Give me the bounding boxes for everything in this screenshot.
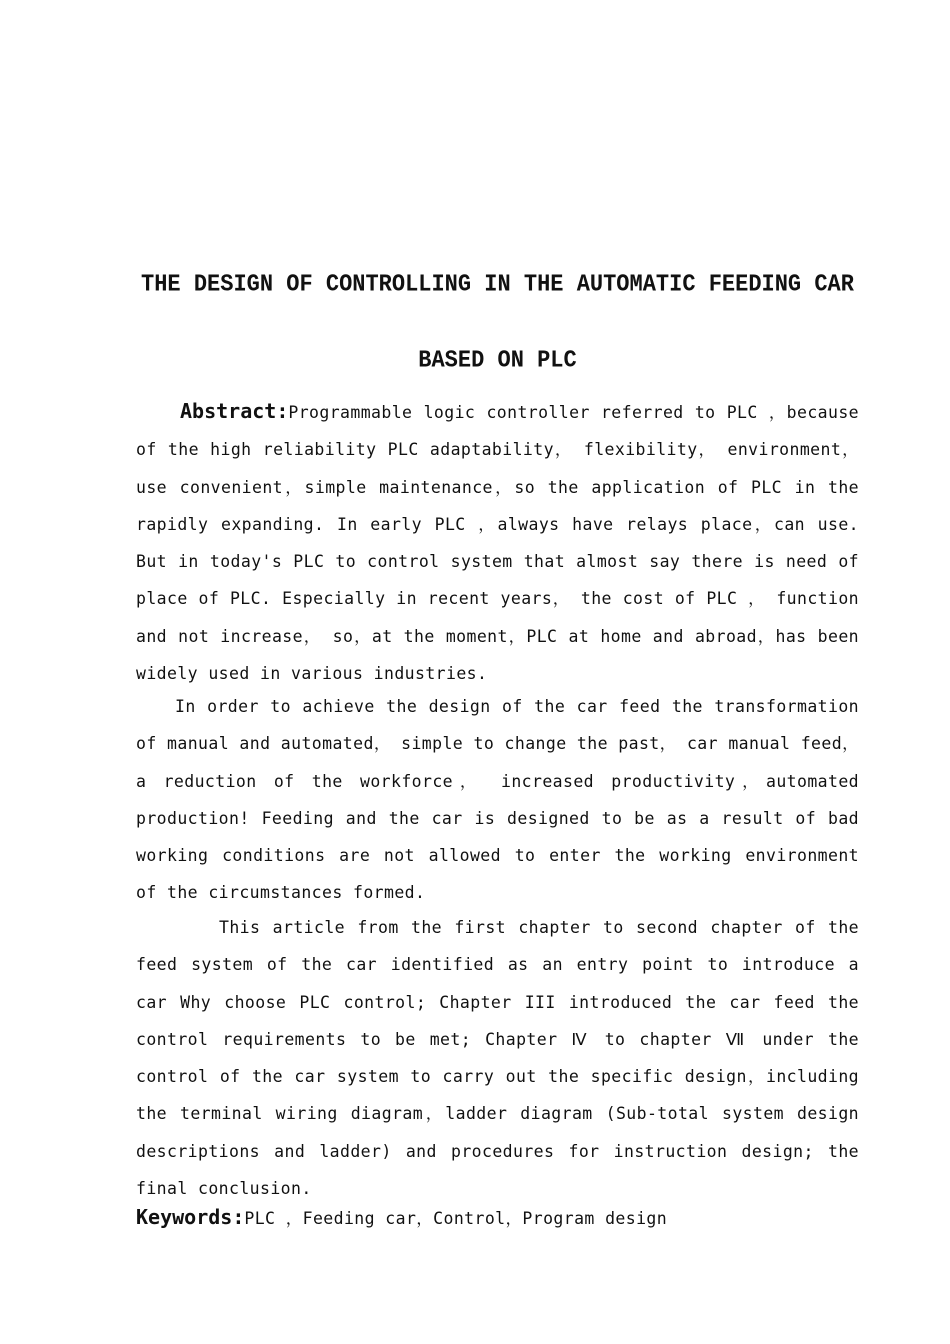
paper-title-line-2: BASED ON PLC	[418, 346, 577, 375]
abstract-label: Abstract:	[180, 399, 289, 423]
abstract-text-1: Programmable logic controller referred to PLC ，because of the high reliability PLC adaptability， flexibility， environment， use convenient，simple maintenance，so the application of PLC in the rapidly expanding. In early PLC ，always have relays place，can use. But in today's PLC to control system that almost say there is need of place of PLC. Especially in recent years， the cost of PLC ， function and not increase， so，at the moment，PLC at home and abroad，has been widely used in various industries.	[136, 403, 859, 684]
paper-title-line-1: THE DESIGN OF CONTROLLING IN THE AUTOMATIC FEEDING CAR	[141, 270, 854, 299]
keywords-label: Keywords:	[136, 1205, 245, 1229]
abstract-paragraph-1	[136, 393, 859, 692]
keywords-line	[136, 1205, 667, 1229]
keywords-text: PLC ，Feeding car，Control，Program design	[244, 1209, 668, 1228]
abstract-paragraph-3: This article from the first chapter to second chapter of the feed system of the car identified as an entry point to introduce a car Why choose PLC control; Chapter III introduced the car feed the control requirements to be met; Chapter Ⅳ to chapter Ⅶ under the control of the car system to carry out the specific design，including the terminal wiring diagram，ladder diagram (Sub-total system design descriptions and ladder) and procedures for instruction design; the final conclusion.	[136, 918, 859, 1199]
abstract-paragraph-2: In order to achieve the design of the car feed the transformation of manual and automated， simple to change the past， car manual feed， a reduction of the workforce， increased productivity，automated production! Feeding and the car is designed to be as a result of bad working conditions are not allowed to enter the working environment of the circumstances formed.	[136, 697, 859, 903]
